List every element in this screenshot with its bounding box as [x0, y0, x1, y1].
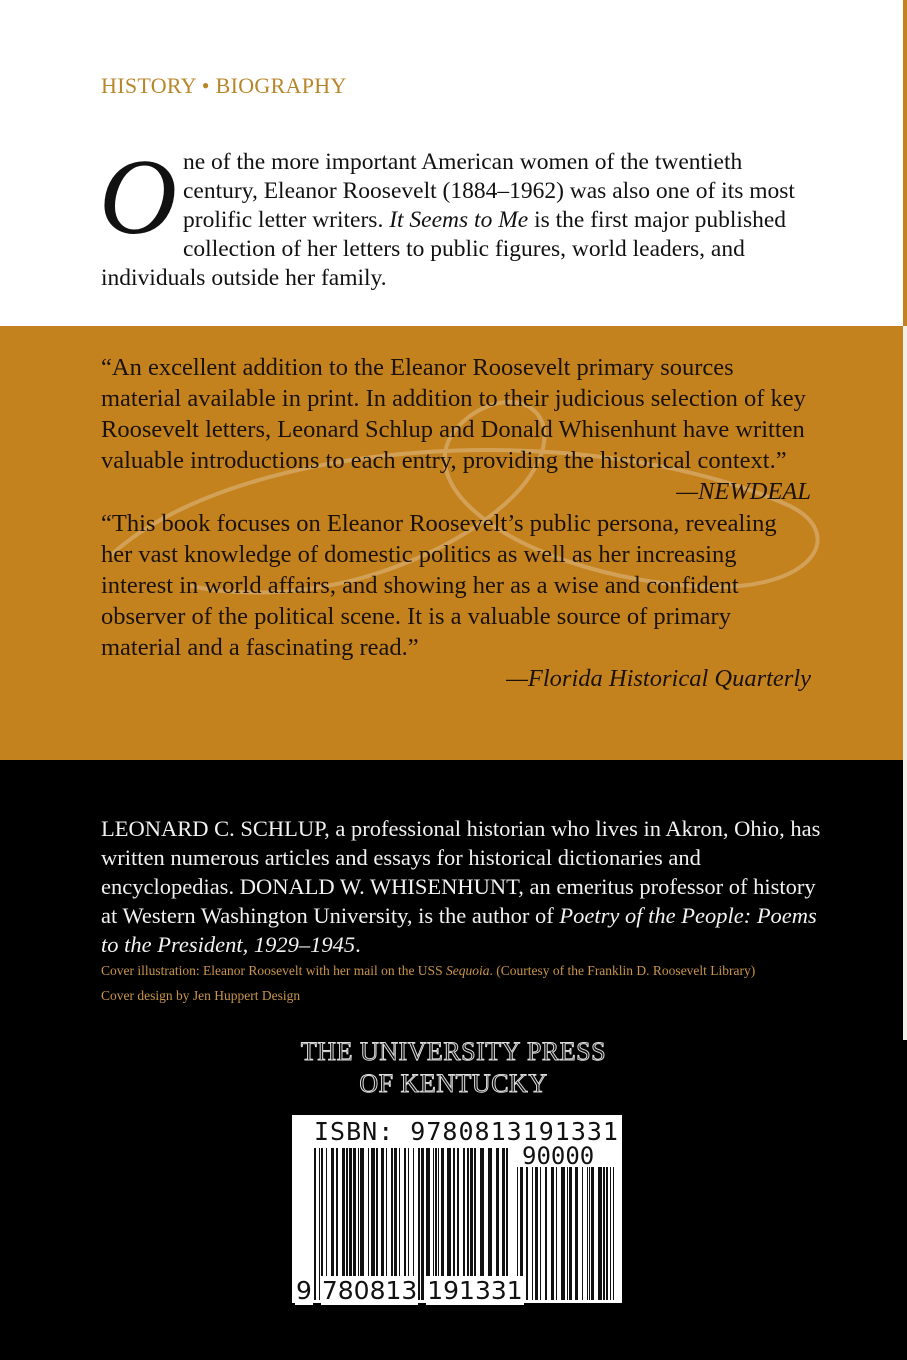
intro-text-end: is the first major published collection of her letters to public figures, world leaders, and individuals outside her family.	[101, 207, 787, 291]
quote-text: “This book focuses on Eleanor Roosevelt’s public persona, revealing her vast knowledge of domestic politics as well as her increasing interest in world affairs, and showing her as a wise and confident observer of the political scene. It is a valuable source of primary material and a fascinating read.”	[101, 510, 777, 661]
barcode-bar	[591, 1167, 594, 1300]
barcode-bar	[569, 1167, 572, 1300]
isbn-barcode	[292, 1115, 622, 1303]
price-addon: 90000	[522, 1142, 595, 1170]
quote-source: —NEWDEAL	[676, 478, 811, 505]
cover-credits	[101, 958, 755, 1008]
intro-text: ne of the more important American women of the twentieth century, Eleanor Roosevelt (1884–1962) was also one of its most prolific letter writers.	[183, 149, 795, 233]
digits-right: 191331	[427, 1276, 523, 1305]
bio-text: LEONARD C. SCHLUP, a professional historian who lives in Akron, Ohio, has written numerous articles and essays for historical dictionaries and encyclopedias. DONALD W. WHISENHUNT, an emeritus professor of history at Western Washington University, is the author of	[101, 816, 821, 928]
credit-text: Cover illustration: Eleanor Roosevelt with her mail on the USS	[101, 963, 446, 978]
publisher-logo	[0, 1036, 907, 1100]
barcode-bar	[535, 1167, 538, 1300]
barcode-bar	[598, 1167, 602, 1300]
barcode-bar	[532, 1167, 533, 1300]
design-credit: Cover design by Jen Huppert Design	[101, 988, 301, 1003]
credit-text-end: . (Courtesy of the Franklin D. Roosevelt Library)	[489, 963, 756, 978]
drop-cap: O	[99, 138, 177, 257]
barcode-bar	[575, 1167, 578, 1300]
bio-book-title: Poetry of the People: Poems to the President, 1929–1945	[101, 903, 817, 957]
barcode-bar	[561, 1167, 565, 1300]
barcode-bar	[613, 1167, 614, 1300]
digits-left: 780813	[321, 1276, 418, 1305]
digit-first: 9	[296, 1276, 312, 1305]
bio-end: .	[355, 932, 361, 957]
quote-source: —Florida Historical Quarterly	[506, 665, 811, 692]
spine-edge	[903, 326, 907, 760]
review-quote-1	[101, 352, 811, 507]
publisher-line-2: OF KENTUCKY	[359, 1069, 548, 1098]
review-quote-2	[101, 508, 811, 694]
barcode-bar	[556, 1167, 557, 1300]
barcode-bar	[551, 1167, 554, 1300]
intro-paragraph	[99, 138, 821, 293]
barcode-digits	[295, 1276, 524, 1305]
barcode-bar	[545, 1167, 547, 1300]
barcode-bar	[603, 1167, 605, 1300]
barcode-bar	[567, 1167, 568, 1300]
quote-text: “An excellent addition to the Eleanor Roosevelt primary sources material available in print. In addition to their judicious selection of key Roosevelt letters, Leonard Schlup and Donald Whisenhunt have written valuable introductions to each entry, providing the historical context.”	[101, 354, 806, 474]
ship-name: Sequoia	[445, 963, 490, 978]
barcode-bar	[540, 1167, 541, 1300]
spine-edge	[903, 0, 907, 326]
spine-edge	[903, 760, 907, 1040]
category-label: HISTORY • BIOGRAPHY	[101, 73, 347, 98]
isbn-label: ISBN: 9780813191331	[314, 1117, 619, 1146]
barcode-bar	[589, 1167, 590, 1300]
barcode-bar	[587, 1167, 588, 1300]
author-bio	[101, 814, 821, 959]
barcode-bar	[582, 1167, 583, 1300]
barcode-bar	[606, 1167, 608, 1300]
publisher-line-1: THE UNIVERSITY PRESS	[300, 1037, 607, 1066]
illustration-credit	[101, 958, 755, 983]
barcode-bar	[526, 1167, 528, 1300]
book-title: It Seems to Me	[389, 207, 529, 233]
barcode-bar	[610, 1167, 611, 1300]
